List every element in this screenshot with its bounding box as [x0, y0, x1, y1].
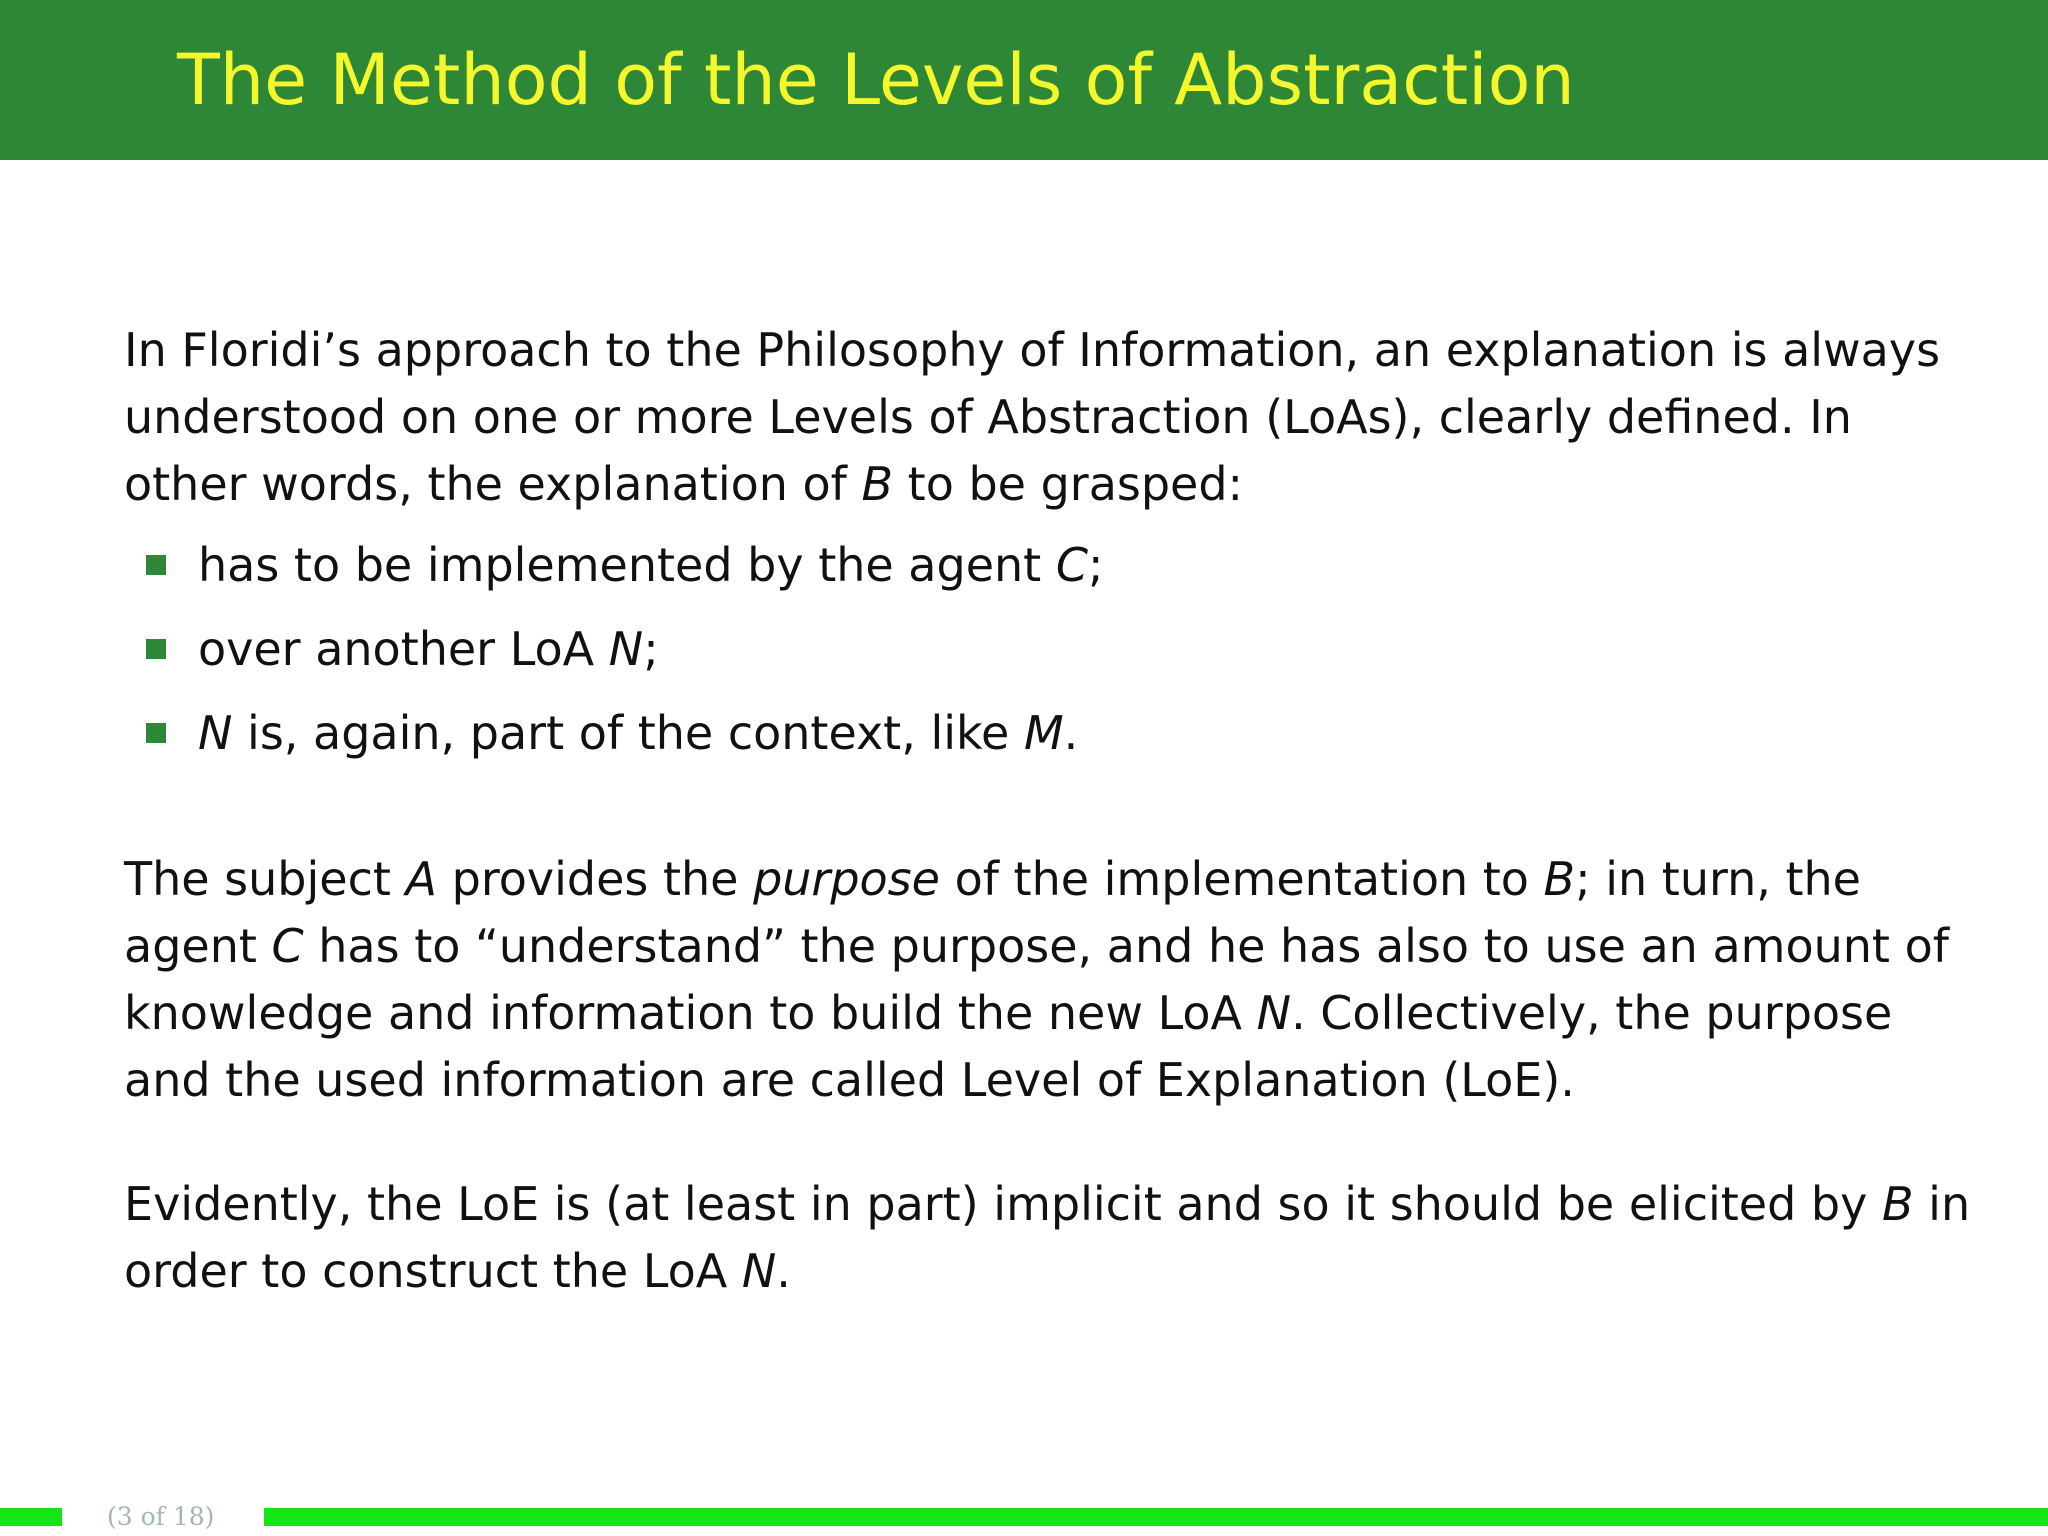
variable-n: N	[608, 622, 644, 676]
bullet-context-m	[124, 700, 1974, 784]
bullet-punctuation: ;	[1087, 538, 1104, 592]
footer-progress-right	[264, 1508, 2048, 1526]
intro-text-end: to be grasped:	[893, 457, 1244, 511]
bullet-text: has to be implemented by the agent	[198, 538, 1056, 592]
slide-content	[124, 317, 1974, 1305]
variable-n: N	[1256, 986, 1292, 1040]
variable-a: A	[405, 852, 437, 906]
paragraph-text: ; in turn, the agent	[124, 852, 1861, 973]
variable-b: B	[1881, 1177, 1914, 1231]
bullet-text: over another LoA	[198, 622, 609, 676]
loe-paragraph	[124, 1171, 1974, 1305]
paragraph-text: . Collectively, the purpose and the used information are called Level of Explanation (LoE).	[124, 986, 1893, 1107]
variable-n: N	[741, 1244, 777, 1298]
variable-m: M	[1023, 706, 1064, 760]
footer-progress-left	[0, 1508, 62, 1526]
slide-header	[0, 0, 2048, 160]
bullet-loa-n	[124, 616, 1974, 700]
intro-text: In Floridi’s approach to the Philosophy of Information, an explanation is always understood on one or more Levels of Abstraction (LoAs), clearly defined. In other words, the explanation of	[124, 323, 1941, 511]
slide-title: The Method of the Levels of Abstraction	[177, 39, 1575, 121]
purpose-paragraph	[124, 846, 1974, 1114]
paragraph-text: has to “understand” the purpose, and he has also to use an amount of knowledge and information to build the new LoA	[124, 919, 1949, 1040]
paragraph-text: provides the	[437, 852, 754, 906]
variable-b: B	[861, 457, 894, 511]
paragraph-text: Evidently, the LoE is (at least in part) implicit and so it should be elicited by	[124, 1177, 1882, 1231]
paragraph-text: in order to construct the LoA	[124, 1177, 1971, 1298]
purpose-emphasis: purpose	[753, 852, 940, 906]
bullet-text: is, again, part of the context, like	[232, 706, 1024, 760]
square-bullet-icon	[146, 555, 166, 575]
square-bullet-icon	[146, 723, 166, 743]
bullet-punctuation: ;	[643, 622, 659, 676]
intro-paragraph	[124, 317, 1974, 518]
paragraph-text: .	[776, 1244, 791, 1298]
variable-b: B	[1543, 852, 1576, 906]
page-number: (3 of 18)	[107, 1502, 215, 1531]
variable-c: C	[271, 919, 304, 973]
explanation-bullet-list	[124, 532, 1974, 784]
square-bullet-icon	[146, 639, 166, 659]
paragraph-text: The subject	[124, 852, 406, 906]
bullet-punctuation: .	[1063, 706, 1079, 760]
bullet-agent-c	[124, 532, 1974, 616]
variable-n: N	[198, 706, 233, 760]
paragraph-text: of the implementation to	[939, 852, 1544, 906]
variable-c: C	[1055, 538, 1088, 592]
